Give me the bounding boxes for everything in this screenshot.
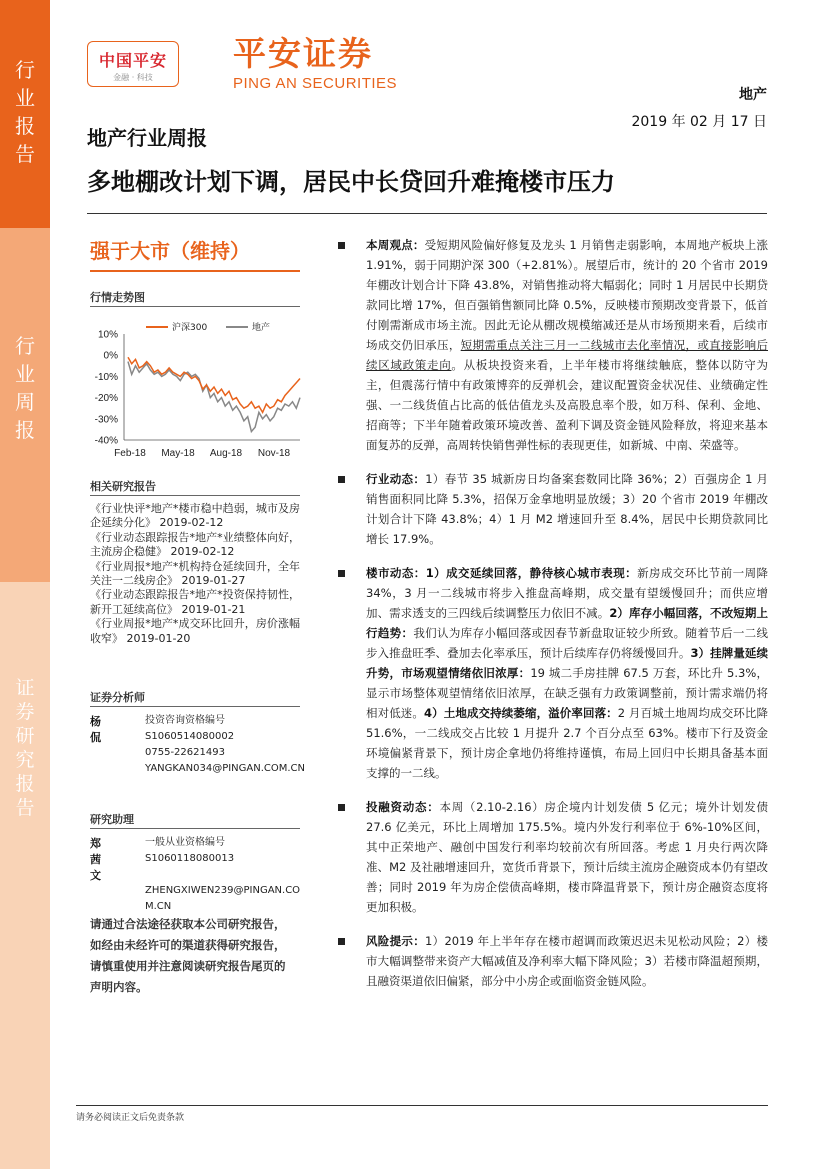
paragraph-text: 受短期风险偏好修复及龙头 1 月销售走弱影响，本周地产板块上涨 1.91%，弱于同期沪深 300（+2.81%）。展望后市，统计的 20 个省市 2019 年棚改计划合计下降 43.8%，对销售推动将大幅弱化；同时 1 月居民中长期贷款同比增 17%，但百强销售额同比降 0.5%，反映楼市预期改变背景下，低首付刚需渐成市场主流。因此无论从棚改规模缩减还是从市场预期来看，后续市场成交仍旧承压， [366,238,769,352]
chart-series-line [128,357,300,412]
assistant-info-line [145,867,310,883]
assistant-info-line: 一般从业资格编号 [145,837,225,848]
chart-legend-label: 地产 [252,323,271,333]
side-char: 行 [15,334,35,358]
side-char: 告 [15,797,35,819]
main-content [338,235,768,991]
square-bullet-icon [338,938,345,945]
analyst-info [145,713,310,777]
related-report-item[interactable]: 《行业周报*地产*机构持仓延续回升，全年关注一二线房企》 2019-01-27 [90,559,300,588]
side-char: 证 [15,677,35,699]
summary-paragraph [338,931,768,991]
related-report-item[interactable]: 《行业快评*地产*楼市稳中趋弱，城市及房企延续分化》 2019-02-12 [90,502,300,530]
square-bullet-icon [338,476,345,483]
side-label-industry-weekly [0,228,50,582]
section-head-reports: 相关研究报告 [90,480,156,493]
market-trend-chart [86,318,306,466]
logo-subtext: 金融 · 科技 [113,73,153,82]
summary-paragraph [338,563,768,783]
side-char: 研 [15,725,35,747]
square-bullet-icon [338,570,345,577]
industry-label: 地产 [739,87,767,103]
chart-legend-label: 沪深300 [172,323,208,333]
paragraph-heading: 风险提示： [366,934,426,948]
chart-x-tick-label: Aug-18 [209,448,243,459]
brand-name-cn: 平安证券 [233,34,373,73]
summary-paragraph [338,797,768,917]
side-char: 报 [15,773,35,795]
section-divider-reports [90,495,300,496]
paragraph-text: 新房成交环比节前一周降 34%，3 月一二线城市将步入推盘高峰期，成交量有望缓慢回升；而供应增加、需求透支的三四线后续调整压力依旧不减。 [366,566,769,620]
assistant-info-line: S1060118080013 [145,853,235,864]
paragraph-heading: 楼市动态：1）成交延续回落，静待核心城市表现： [366,566,638,580]
side-char: 业 [15,86,35,110]
side-char: 行 [15,58,35,82]
analyst-info-line: 投资咨询资格编号 [145,715,225,726]
side-banner [0,0,50,1169]
section-head-assistant: 研究助理 [90,813,134,826]
chart-y-tick-label: 10% [97,329,118,341]
paragraph-heading: 本周观点： [366,238,425,252]
chart-x-tick-label: May-18 [161,448,195,459]
brand-logo [233,35,397,92]
side-label-industry-report [0,0,50,228]
related-report-item[interactable]: 《行业动态跟踪报告*地产*业绩整体向好，主流房企稳健》 2019-02-12 [90,530,300,559]
section-divider-assistant [90,828,300,829]
brand-name-en: PING AN SECURITIES [233,75,398,92]
analyst-name: 杨侃 [90,715,101,744]
rating-divider [90,270,300,272]
paragraph-heading: 投融资动态： [366,800,440,814]
analyst-info-line: S1060514080002 [145,731,235,742]
chart-y-tick-label: 0% [103,350,118,362]
section-head-analyst: 证券分析师 [90,691,145,704]
assistant-name: 郑茜文 [90,837,101,882]
chart-y-tick-label: -30% [94,414,118,426]
chart-y-tick-label: -40% [94,435,118,447]
paragraph-text: 本周（2.10-2.16）房企境内计划发债 5 亿元；境外计划发债 27.6 亿美元，环比上周增加 175.5%。境内外发行利率位于 6%-10%区间，其中正荣地产、融创中国发行利率均较前次有所回落。考虑 1 月央行两次降准、M2 及社融增速回升，宽货币背景下，预计后续主流房企融资成本仍有望改善；同时 2019 年为房企偿债高峰期，楼市降温背景下，预计房企融资态度将更加积极。 [366,800,768,914]
paragraph-text: 1）春节 35 城新房日均备案套数同比降 36%；2）百强房企 1 月销售面积同比降 5.3%，招保万金拿地明显放缓；3）20 个省市 2019 年棚改计划合计下降 43.8%；4）1 月 M2 增速回升至 8.4%，居民中长期贷款同比增长 17.9%。 [366,472,769,546]
title-divider [87,213,767,214]
paragraph-text: 1）2019 年上半年存在楼市超调而政策迟迟未见松动风险；2）楼市大幅调整带来资产大幅减值及净利率大幅下降风险；3）若楼市降温超预期，且融资渠道依旧偏紧，部分中小房企或面临资金链风险。 [366,934,768,988]
analyst-info-line[interactable]: YANGKAN034@PINGAN.COM.CN [145,763,306,774]
side-char: 究 [15,749,35,771]
paragraph-text: 。从板块投资来看，上半年楼市将继续触底，整体以防守为主，但震荡行情中有政策博弈的反弹机会，建议配置资金状况佳、业绩确定性强、一二线货值占比高的低估值龙头及高股息率个股，如万科、保利、金地、招商等；下半年随着政策环境改善、盈利下调及资金链风险释放，将迎来基本面复苏的反弹，高周转快销售弹性标的表现更佳，如新城、中南、荣盛等。 [366,358,768,452]
paragraph-text: 我们认为库存小幅回落或因春节新盘取证较少所致。随着节后一二线步入推盘旺季、叠加去化率承压，预计后续库存仍将缓慢回升。 [366,626,769,660]
report-date: 2019 年 02 月 17 日 [631,114,767,130]
summary-paragraph [338,469,768,549]
related-reports-list [90,502,300,646]
footer-divider [76,1105,768,1106]
assistant-info [145,835,310,915]
side-char: 周 [15,390,35,414]
section-head-chart: 行情走势图 [90,291,145,304]
section-divider-chart [90,306,300,307]
assistant-info-line[interactable]: ZHENGXIWEN239@PINGAN.COM.CN [145,885,301,912]
paragraph-text: 2 月百城土地周均成交环比降 51.6%，一二线成交占比较 1 月提升 2.7 个百分点至 63%。楼市下行及资金环境偏紧背景下，预计房企拿地仍将维持谨慎，布局上回归中长期具备基本面支撑的一二线。 [366,706,769,780]
doc-type: 地产行业周报 [87,126,207,150]
paragraph-text: 19 城二手房挂牌 67.5 万套，环比升 5.3%，显示市场整体观望情绪依旧浓厚，在缺乏强有力政策调整前，预计需求端仍将相对低迷。 [366,666,769,720]
disclaimer-note: 请通过合法途径获取本公司研究报告，如经由未经许可的渠道获得研究报告，请慎重使用并注意阅读研究报告尾页的声明内容。 [90,917,286,994]
paragraph-heading: 4）土地成交持续萎缩，溢价率回落： [424,706,618,720]
chart-y-tick-label: -10% [94,371,118,383]
side-char: 报 [15,114,35,138]
page-title: 多地棚改计划下调，居民中长贷回升难掩楼市压力 [87,168,615,196]
summary-paragraph [338,235,768,455]
analyst-info-line: 0755-22621493 [145,747,225,758]
side-char: 业 [15,362,35,386]
paragraph-heading: 行业动态： [366,472,426,486]
paragraph-heading: 3）挂牌量延续升势，市场观望情绪依旧浓厚： [366,646,768,680]
square-bullet-icon [338,804,345,811]
ping-an-logo [87,41,179,87]
chart-y-tick-label: -20% [94,393,118,405]
side-label-securities-research [0,582,50,1169]
logo-text: 中国平安 [98,51,167,70]
footer-note: 请务必阅读正文后免责条款 [76,1113,185,1123]
section-divider-analyst [90,706,300,707]
rating: 强于大市（维持） [90,239,250,263]
chart-x-tick-label: Nov-18 [257,448,291,459]
square-bullet-icon [338,242,345,249]
related-report-item[interactable]: 《行业动态跟踪报告*地产*投资保持韧性，新开工延续高位》 2019-01-21 [90,588,300,616]
paragraph-heading: 2）库存小幅回落，不改短期上行趋势： [366,606,768,640]
chart-x-tick-label: Feb-18 [114,448,146,459]
side-char: 告 [15,142,35,166]
paragraph-text: 短期需重点关注三月一二线城市去化率情况，或直接影响后续区域政策走向 [366,338,769,372]
related-report-item[interactable]: 《行业周报*地产*成交环比回升，房价涨幅收窄》 2019-01-20 [90,617,300,645]
side-char: 报 [15,418,35,442]
side-char: 券 [15,701,35,723]
